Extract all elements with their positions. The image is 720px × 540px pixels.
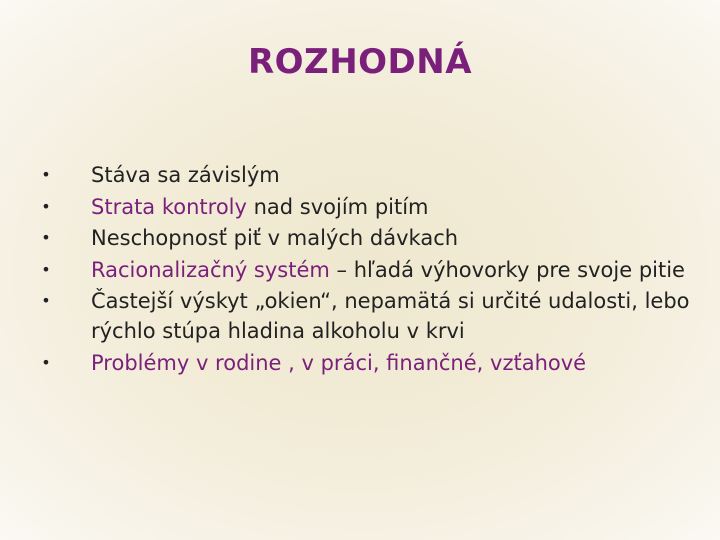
bullet-text: nad svojím pitím xyxy=(246,194,429,219)
bullet-icon: • xyxy=(41,259,51,279)
bullet-text-highlight: Problémy v rodine , v práci, finančné, vzťahové xyxy=(91,350,587,375)
bullet-item xyxy=(40,160,690,190)
bullet-item xyxy=(40,223,690,253)
bullet-icon: • xyxy=(41,228,51,247)
bullet-item xyxy=(40,348,690,378)
bullet-text-highlight: Strata kontroly xyxy=(91,194,247,219)
bullet-text: Častejší výskyt „okien“, nepamätá si určité udalosti, lebo rýchlo stúpa hladina alkoholu v krvi xyxy=(91,289,690,343)
bullet-icon: • xyxy=(41,291,51,310)
bullet-item xyxy=(40,192,690,222)
bullet-item xyxy=(40,255,690,285)
bullet-text: – hľadá výhovorky pre svoje pitie xyxy=(329,257,685,282)
bullet-icon: • xyxy=(41,165,51,184)
bullet-text: Neschopnosť piť v malých dávkach xyxy=(91,226,459,250)
bullet-icon: • xyxy=(41,352,51,372)
bullet-list xyxy=(40,160,690,379)
bullet-item xyxy=(40,286,690,346)
bullet-icon: • xyxy=(41,196,51,216)
slide-title: ROZHODNÁ xyxy=(247,42,473,82)
bullet-text: Stáva sa závislým xyxy=(91,163,280,187)
bullet-text-highlight: Racionalizačný systém xyxy=(91,257,330,282)
